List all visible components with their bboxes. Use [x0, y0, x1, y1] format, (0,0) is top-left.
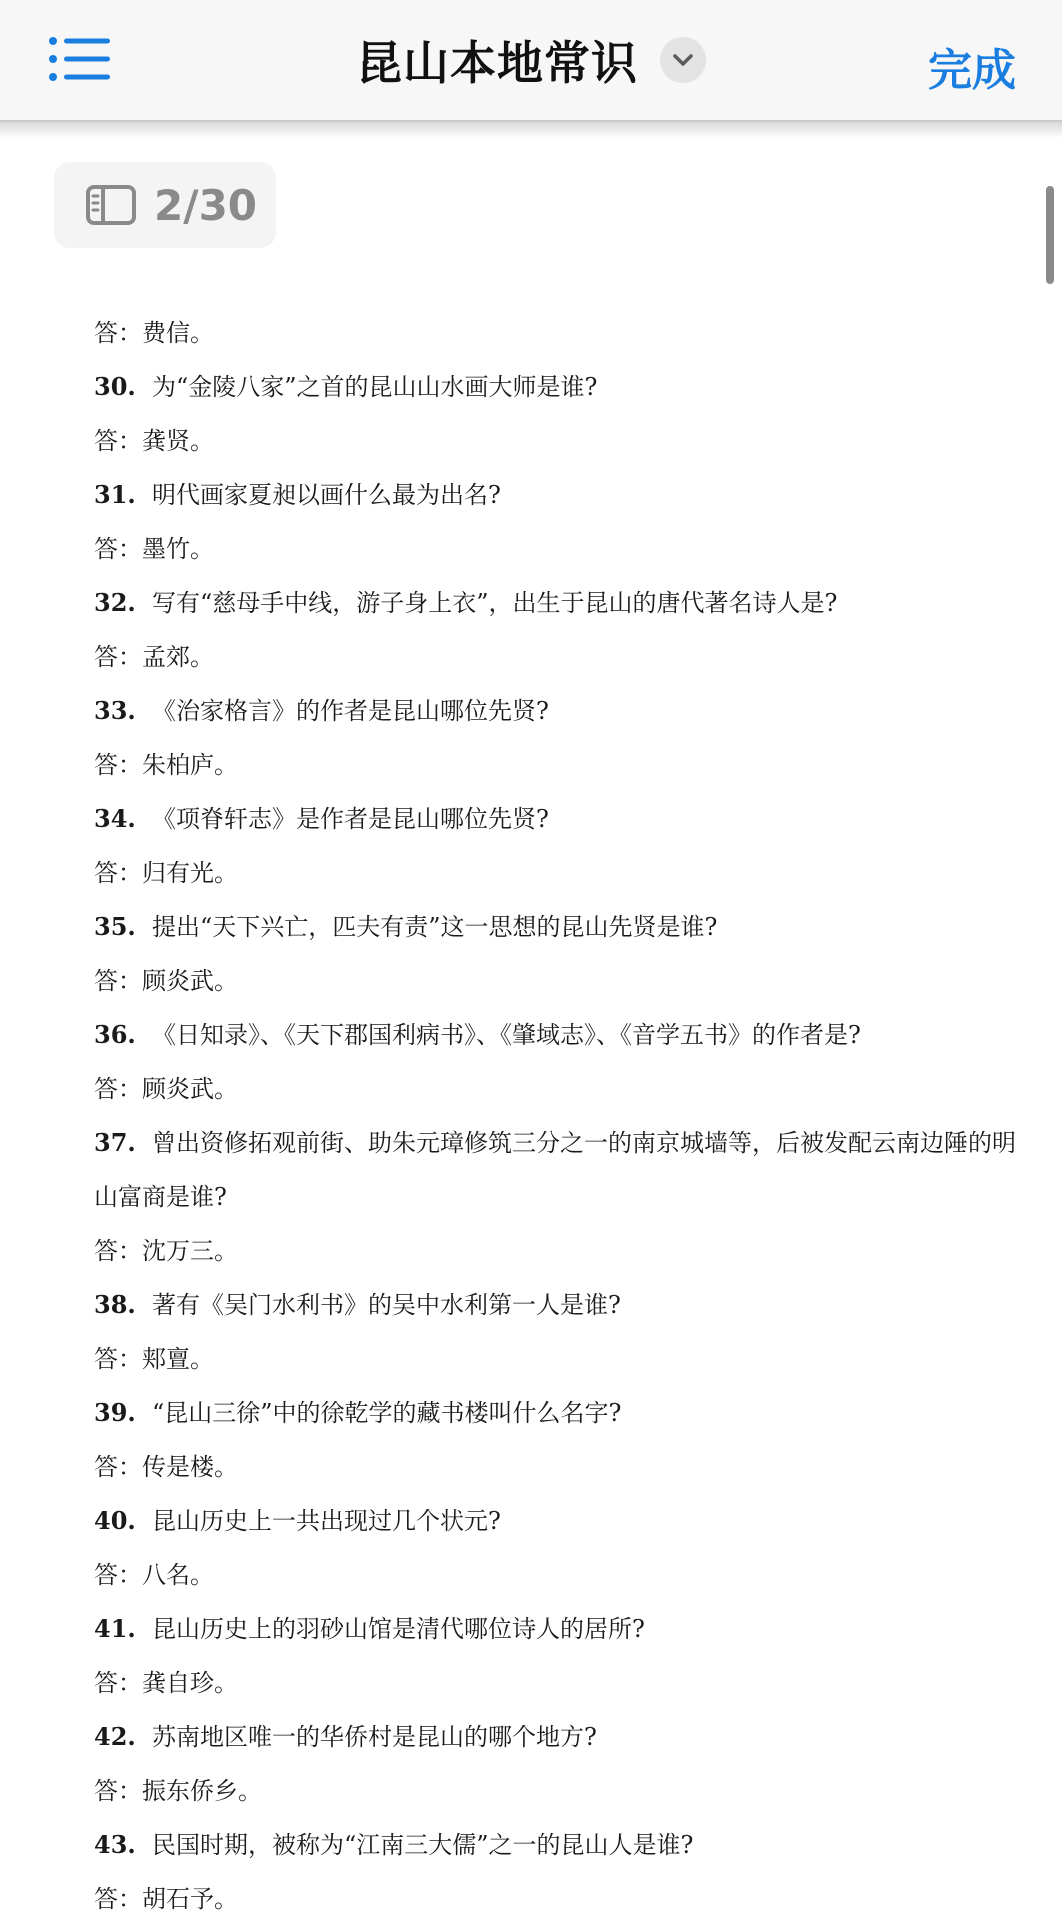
question-text: 《治家格言》的作者是昆山哪位先贤? [152, 697, 549, 725]
question-text: 提出“天下兴亡，匹夫有责”这一思想的昆山先贤是谁? [152, 913, 718, 941]
page-indicator[interactable] [54, 162, 276, 248]
question-text: 民国时期，被称为“江南三大儒”之一的昆山人是谁? [152, 1831, 694, 1859]
answer-line: 答：胡石予。 [94, 1885, 238, 1913]
done-button[interactable]: 完成 [928, 45, 1016, 96]
question-text: 为“金陵八家”之首的昆山山水画大师是谁? [152, 373, 598, 401]
answer-line: 答：朱柏庐。 [94, 751, 238, 779]
answer-line: 答：顾炎武。 [94, 967, 238, 995]
sidebar-icon [86, 185, 136, 225]
question-line [94, 1818, 1062, 1872]
chevron-down-icon [672, 53, 694, 67]
answer-line: 答：顾炎武。 [94, 1075, 238, 1103]
question-number: 38. [94, 1290, 136, 1319]
answer-line: 答：龚贤。 [94, 427, 214, 455]
question-text: 苏南地区唯一的华侨村是昆山的哪个地方? [152, 1723, 597, 1751]
answer-line: 答：龚自珍。 [94, 1669, 238, 1697]
question-line [94, 468, 1062, 522]
scrollbar-thumb[interactable] [1046, 186, 1054, 284]
answer-line: 答：传是楼。 [94, 1453, 238, 1481]
answer-line: 答：郏亶。 [94, 1345, 214, 1373]
question-number: 40. [94, 1506, 136, 1535]
question-text: 昆山历史上的羽砂山馆是清代哪位诗人的居所? [152, 1615, 645, 1643]
question-number: 35. [94, 912, 136, 941]
document-title: 昆山本地常识 [356, 36, 638, 90]
question-line [94, 900, 1062, 954]
question-number: 36. [94, 1020, 136, 1049]
answer-line: 答：归有光。 [94, 859, 238, 887]
answer-line: 答：沈万三。 [94, 1237, 238, 1265]
question-text: “昆山三徐”中的徐乾学的藏书楼叫什么名字? [152, 1399, 622, 1427]
question-number: 34. [94, 804, 136, 833]
question-line [94, 576, 1062, 630]
answer-line: 答：孟郊。 [94, 643, 214, 671]
navigation-bar [0, 0, 1062, 122]
question-text: 写有“慈母手中线，游子身上衣”，出生于昆山的唐代著名诗人是? [152, 589, 838, 617]
question-number: 32. [94, 588, 136, 617]
question-text: 《项脊轩志》是作者是昆山哪位先贤? [152, 805, 549, 833]
continuation-line: 山富商是谁? [94, 1183, 227, 1211]
question-number: 43. [94, 1830, 136, 1859]
question-number: 33. [94, 696, 136, 725]
question-text: 《日知录》、《天下郡国利病书》、《肇域志》、《音学五书》的作者是? [152, 1021, 861, 1049]
question-line [94, 1494, 1062, 1548]
question-number: 31. [94, 480, 136, 509]
question-text: 曾出资修拓观前街、助朱元璋修筑三分之一的南京城墙等，后被发配云南边陲的明 [152, 1129, 1016, 1157]
answer-line: 答：八名。 [94, 1561, 214, 1589]
answer-line: 答：振东侨乡。 [94, 1777, 262, 1805]
question-line [94, 792, 1062, 846]
question-text: 明代画家夏昶以画什么最为出名? [152, 481, 501, 509]
question-text: 昆山历史上一共出现过几个状元? [152, 1507, 501, 1535]
answer-line: 答：费信。 [94, 319, 214, 347]
question-number: 39. [94, 1398, 136, 1427]
question-line [94, 1386, 1062, 1440]
question-number: 30. [94, 372, 136, 401]
question-number: 37. [94, 1128, 136, 1157]
question-line [94, 1710, 1062, 1764]
question-line [94, 1008, 1062, 1062]
question-line [94, 1602, 1062, 1656]
question-number: 42. [94, 1722, 136, 1751]
page-indicator-text: 2/30 [154, 180, 258, 230]
answer-line: 答：墨竹。 [94, 535, 214, 563]
question-text: 著有《吴门水利书》的吴中水利第一人是谁? [152, 1291, 621, 1319]
title-area [0, 28, 1062, 92]
question-line [94, 360, 1062, 414]
question-line [94, 1116, 1062, 1170]
document-content [94, 306, 1062, 1926]
question-line [94, 684, 1062, 738]
question-line [94, 1278, 1062, 1332]
title-dropdown-button[interactable] [660, 37, 706, 83]
navbar-shadow [0, 122, 1062, 138]
question-number: 41. [94, 1614, 136, 1643]
